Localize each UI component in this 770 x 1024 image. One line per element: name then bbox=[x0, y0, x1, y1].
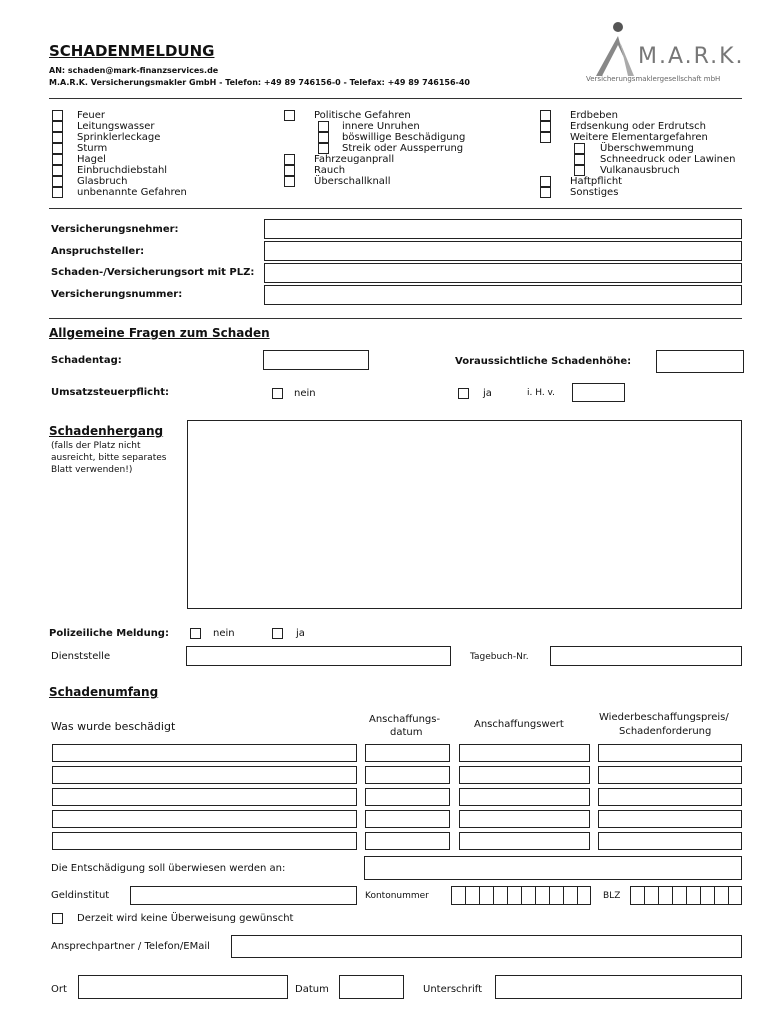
hergang-note: ausreicht, bitte separates bbox=[51, 453, 167, 463]
peril-label: Hagel bbox=[77, 154, 106, 165]
datum-field[interactable] bbox=[365, 766, 450, 784]
checkbox-vulkanausbruch[interactable] bbox=[574, 165, 585, 176]
checkbox-erdbeben[interactable] bbox=[540, 110, 551, 121]
col-header-preis: Wiederbeschaffungspreis/ bbox=[599, 712, 729, 723]
checkbox-sturm[interactable] bbox=[52, 143, 63, 154]
peril-label: Fahrzeuganprall bbox=[314, 154, 395, 165]
polizei-label: Polizeiliche Meldung: bbox=[49, 628, 169, 639]
checkbox-schneedruck[interactable] bbox=[574, 154, 585, 165]
was-field[interactable] bbox=[52, 832, 357, 850]
ueberweisen-label: Die Entschädigung soll überwiesen werden an: bbox=[51, 863, 286, 874]
company-logo: M.A.R.K. Versicherungsmaklergesellschaft mbH bbox=[582, 18, 742, 88]
checkbox-boeswillige-beschaedigung[interactable] bbox=[318, 132, 329, 143]
schadensort-label: Schaden-/Versicherungsort mit PLZ: bbox=[51, 267, 255, 278]
umsatzsteuer-nein-checkbox[interactable] bbox=[272, 388, 283, 399]
peril-label: unbenannte Gefahren bbox=[77, 187, 187, 198]
peril-label: Feuer bbox=[77, 110, 105, 121]
peril-label: Überschwemmung bbox=[600, 143, 694, 154]
checkbox-politische-gefahren[interactable] bbox=[284, 110, 295, 121]
peril-label: Überschallknall bbox=[314, 176, 391, 187]
page-title: SCHADENMELDUNG bbox=[49, 42, 215, 60]
hergang-note: (falls der Platz nicht bbox=[51, 441, 141, 451]
keine-ueberweisung-label: Derzeit wird keine Überweisung gewünscht bbox=[77, 913, 294, 924]
col-header-preis: Schadenforderung bbox=[619, 726, 712, 737]
preis-field[interactable] bbox=[598, 832, 742, 850]
polizei-ja-checkbox[interactable] bbox=[272, 628, 283, 639]
geldinstitut-label: Geldinstitut bbox=[51, 890, 110, 901]
checkbox-glasbruch[interactable] bbox=[52, 176, 63, 187]
umsatzsteuer-ja-checkbox[interactable] bbox=[458, 388, 469, 399]
unterschrift-field[interactable] bbox=[495, 975, 742, 999]
col-header-datum: Anschaffungs- bbox=[369, 714, 441, 725]
section-heading-hergang: Schadenhergang bbox=[49, 424, 164, 438]
checkbox-ueberschallknall[interactable] bbox=[284, 176, 295, 187]
checkbox-rauch[interactable] bbox=[284, 165, 295, 176]
ansprechpartner-field[interactable] bbox=[231, 935, 742, 958]
checkbox-elementargefahren[interactable] bbox=[540, 132, 551, 143]
was-field[interactable] bbox=[52, 788, 357, 806]
checkbox-haftpflicht[interactable] bbox=[540, 176, 551, 187]
checkbox-sprinklerleckage[interactable] bbox=[52, 132, 63, 143]
col-header-was: Was wurde beschädigt bbox=[51, 720, 176, 733]
checkbox-erdsenkung[interactable] bbox=[540, 121, 551, 132]
ansprechpartner-label: Ansprechpartner / Telefon/EMail bbox=[51, 941, 210, 952]
umsatzsteuer-ja-label: ja bbox=[483, 388, 492, 399]
schadensort-field[interactable] bbox=[264, 263, 742, 283]
datum-field[interactable] bbox=[365, 744, 450, 762]
peril-label: Streik oder Aussperrung bbox=[342, 143, 464, 154]
versicherungsnehmer-label: Versicherungsnehmer: bbox=[51, 224, 179, 235]
polizei-ja-label: ja bbox=[296, 628, 305, 639]
section-heading-allgemein: Allgemeine Fragen zum Schaden bbox=[49, 326, 270, 340]
checkbox-leitungswasser[interactable] bbox=[52, 121, 63, 132]
checkbox-hagel[interactable] bbox=[52, 154, 63, 165]
checkbox-feuer[interactable] bbox=[52, 110, 63, 121]
preis-field[interactable] bbox=[598, 744, 742, 762]
company-contact: M.A.R.K. Versicherungsmakler GmbH - Telefon: +49 89 746156-0 - Telefax: +49 89 746156-40 bbox=[49, 78, 470, 87]
datum-field[interactable] bbox=[365, 788, 450, 806]
umsatzsteuer-nein-label: nein bbox=[294, 388, 316, 399]
polizei-nein-checkbox[interactable] bbox=[190, 628, 201, 639]
versicherungsnummer-field[interactable] bbox=[264, 285, 742, 305]
peril-label: Haftpflicht bbox=[570, 176, 623, 187]
checkbox-unbenannte-gefahren[interactable] bbox=[52, 187, 63, 198]
ort-field[interactable] bbox=[78, 975, 288, 999]
anspruchsteller-label: Anspruchsteller: bbox=[51, 246, 145, 257]
dienststelle-label: Dienststelle bbox=[51, 651, 111, 662]
schadentag-label: Schadentag: bbox=[51, 355, 122, 366]
checkbox-einbruchdiebstahl[interactable] bbox=[52, 165, 63, 176]
wert-field[interactable] bbox=[459, 744, 590, 762]
preis-field[interactable] bbox=[598, 788, 742, 806]
recipient-email: AN: schaden@mark-finanzservices.de bbox=[49, 66, 219, 75]
preis-field[interactable] bbox=[598, 766, 742, 784]
versicherungsnummer-label: Versicherungsnummer: bbox=[51, 289, 183, 300]
peril-label: Schneedruck oder Lawinen bbox=[600, 154, 736, 165]
datum-label: Datum bbox=[295, 984, 329, 995]
section-heading-umfang: Schadenumfang bbox=[49, 685, 159, 699]
empfaenger-field[interactable] bbox=[364, 856, 742, 880]
checkbox-streik[interactable] bbox=[318, 143, 329, 154]
dienststelle-field[interactable] bbox=[186, 646, 451, 666]
wert-field[interactable] bbox=[459, 766, 590, 784]
was-field[interactable] bbox=[52, 744, 357, 762]
schadenhergang-textarea[interactable] bbox=[187, 420, 742, 609]
schadenhoehe-field[interactable] bbox=[656, 350, 744, 373]
peril-label: Einbruchdiebstahl bbox=[77, 165, 168, 176]
kontonummer-field[interactable] bbox=[451, 886, 591, 905]
peril-label: Sprinklerleckage bbox=[77, 132, 161, 143]
was-field[interactable] bbox=[52, 766, 357, 784]
geldinstitut-field[interactable] bbox=[130, 886, 357, 905]
hergang-note: Blatt verwenden!) bbox=[51, 465, 133, 475]
peril-label: Weitere Elementargefahren bbox=[570, 132, 708, 143]
checkbox-ueberschwemmung[interactable] bbox=[574, 143, 585, 154]
col-header-datum: datum bbox=[390, 727, 423, 738]
anspruchsteller-field[interactable] bbox=[264, 241, 742, 261]
ort-label: Ort bbox=[51, 984, 67, 995]
peril-label: Glasbruch bbox=[77, 176, 128, 187]
was-field[interactable] bbox=[52, 810, 357, 828]
unterschrift-label: Unterschrift bbox=[423, 984, 483, 995]
polizei-nein-label: nein bbox=[213, 628, 235, 639]
peril-label: Politische Gefahren bbox=[314, 110, 411, 121]
peril-label: böswillige Beschädigung bbox=[342, 132, 466, 143]
ihv-field[interactable] bbox=[572, 383, 625, 402]
datum-field[interactable] bbox=[365, 810, 450, 828]
checkbox-sonstiges[interactable] bbox=[540, 187, 551, 198]
umsatzsteuer-label: Umsatzsteuerpflicht: bbox=[51, 387, 170, 398]
wert-field[interactable] bbox=[459, 832, 590, 850]
col-header-wert: Anschaffungswert bbox=[474, 719, 564, 730]
tagebuch-field[interactable] bbox=[550, 646, 742, 666]
checkbox-innere-unruhen[interactable] bbox=[318, 121, 329, 132]
tagebuch-label: Tagebuch-Nr. bbox=[470, 652, 529, 662]
wert-field[interactable] bbox=[459, 788, 590, 806]
blz-label: BLZ bbox=[603, 891, 621, 901]
peril-label: Sonstiges bbox=[570, 187, 619, 198]
preis-field[interactable] bbox=[598, 810, 742, 828]
peril-label: innere Unruhen bbox=[342, 121, 420, 132]
keine-ueberweisung-checkbox[interactable] bbox=[52, 913, 63, 924]
peril-label: Leitungswasser bbox=[77, 121, 155, 132]
peril-label: Rauch bbox=[314, 165, 346, 176]
peril-label: Sturm bbox=[77, 143, 108, 154]
kontonummer-label: Kontonummer bbox=[365, 891, 429, 901]
wert-field[interactable] bbox=[459, 810, 590, 828]
checkbox-fahrzeuganprall[interactable] bbox=[284, 154, 295, 165]
datum-field[interactable] bbox=[365, 832, 450, 850]
schadentag-field[interactable] bbox=[263, 350, 369, 370]
blz-field[interactable] bbox=[630, 886, 742, 905]
schadenhoehe-label: Voraussichtliche Schadenhöhe: bbox=[455, 356, 632, 367]
peril-label: Vulkanausbruch bbox=[600, 165, 680, 176]
peril-label: Erdsenkung oder Erdrutsch bbox=[570, 121, 706, 132]
versicherungsnehmer-field[interactable] bbox=[264, 219, 742, 239]
datum-field[interactable] bbox=[339, 975, 404, 999]
peril-label: Erdbeben bbox=[570, 110, 618, 121]
ihv-label: i. H. v. bbox=[527, 388, 556, 398]
